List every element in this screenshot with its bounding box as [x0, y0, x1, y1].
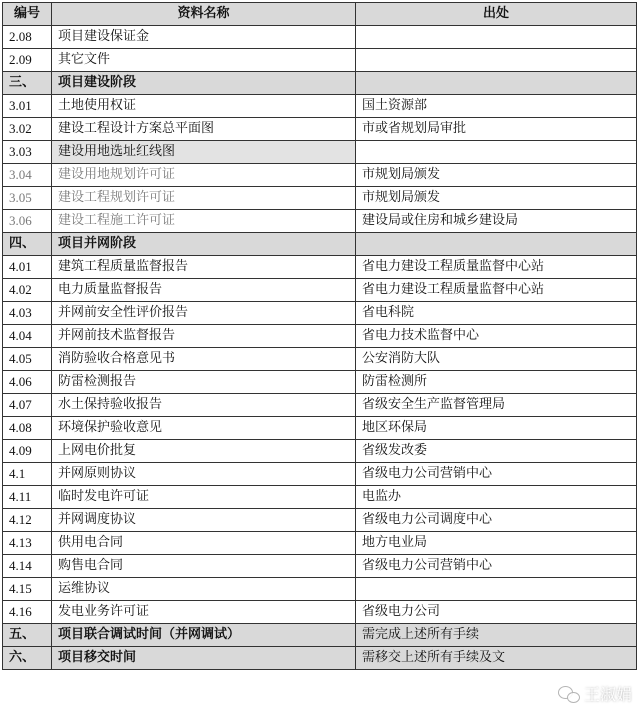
row-source: 省电力技术监督中心 — [356, 325, 637, 348]
table-row — [3, 417, 637, 440]
row-source: 省级发改委 — [356, 440, 637, 463]
watermark — [558, 682, 632, 705]
table-row — [3, 49, 637, 72]
row-source: 地区环保局 — [356, 417, 637, 440]
row-source: 省电力建设工程质量监督中心站 — [356, 256, 637, 279]
table-header-row — [3, 3, 637, 26]
row-document-name: 临时发电许可证 — [52, 486, 356, 509]
header-number: 编号 — [3, 3, 52, 26]
row-document-name: 上网电价批复 — [52, 440, 356, 463]
row-number: 4.16 — [3, 601, 52, 624]
row-source: 省电科院 — [356, 302, 637, 325]
row-document-name: 项目建设保证金 — [52, 26, 356, 49]
section-row — [3, 647, 637, 670]
header-document-name: 资料名称 — [52, 3, 356, 26]
row-source: 省级电力公司营销中心 — [356, 463, 637, 486]
row-document-name: 其它文件 — [52, 49, 356, 72]
table-row — [3, 95, 637, 118]
row-source: 市规划局颁发 — [356, 164, 637, 187]
row-number: 4.15 — [3, 578, 52, 601]
row-source: 国土资源部 — [356, 95, 637, 118]
table-row — [3, 325, 637, 348]
table-row — [3, 486, 637, 509]
row-document-name: 并网原则协议 — [52, 463, 356, 486]
row-source: 需完成上述所有手续 — [356, 624, 637, 647]
row-number: 4.13 — [3, 532, 52, 555]
section-row — [3, 233, 637, 256]
row-source: 公安消防大队 — [356, 348, 637, 371]
row-document-name: 项目移交时间 — [52, 647, 356, 670]
row-number: 3.06 — [3, 210, 52, 233]
row-document-name: 项目联合调试时间（并网调试） — [52, 624, 356, 647]
row-number: 三、 — [3, 72, 52, 95]
row-document-name: 建设工程规划许可证 — [52, 187, 356, 210]
row-number: 4.12 — [3, 509, 52, 532]
row-source — [356, 578, 637, 601]
row-source: 省级电力公司 — [356, 601, 637, 624]
row-document-name: 环境保护验收意见 — [52, 417, 356, 440]
table-row — [3, 118, 637, 141]
table-row — [3, 394, 637, 417]
table-row — [3, 555, 637, 578]
row-source — [356, 141, 637, 164]
row-document-name: 水土保持验收报告 — [52, 394, 356, 417]
row-number: 4.09 — [3, 440, 52, 463]
row-document-name: 防雷检测报告 — [52, 371, 356, 394]
row-document-name: 项目并网阶段 — [52, 233, 356, 256]
row-document-name: 消防验收合格意见书 — [52, 348, 356, 371]
row-source — [356, 233, 637, 256]
table-row — [3, 348, 637, 371]
row-source: 市或省规划局审批 — [356, 118, 637, 141]
table-row — [3, 371, 637, 394]
row-number: 4.1 — [3, 463, 52, 486]
row-number: 4.14 — [3, 555, 52, 578]
row-number: 2.09 — [3, 49, 52, 72]
table-row — [3, 279, 637, 302]
table-row — [3, 141, 637, 164]
table-row — [3, 187, 637, 210]
row-source: 省级电力公司调度中心 — [356, 509, 637, 532]
row-number: 4.03 — [3, 302, 52, 325]
row-source — [356, 49, 637, 72]
row-document-name: 建设工程设计方案总平面图 — [52, 118, 356, 141]
row-document-name: 建设工程施工许可证 — [52, 210, 356, 233]
table-row — [3, 578, 637, 601]
table-row — [3, 440, 637, 463]
row-source: 省级安全生产监督管理局 — [356, 394, 637, 417]
row-document-name: 发电业务许可证 — [52, 601, 356, 624]
row-source: 防雷检测所 — [356, 371, 637, 394]
row-number: 2.08 — [3, 26, 52, 49]
row-number: 3.05 — [3, 187, 52, 210]
row-source: 建设局或住房和城乡建设局 — [356, 210, 637, 233]
table-row — [3, 302, 637, 325]
row-source — [356, 26, 637, 49]
row-document-name: 建设用地规划许可证 — [52, 164, 356, 187]
row-number: 4.07 — [3, 394, 52, 417]
row-document-name: 电力质量监督报告 — [52, 279, 356, 302]
table-row — [3, 164, 637, 187]
row-source: 省电力建设工程质量监督中心站 — [356, 279, 637, 302]
row-number: 4.04 — [3, 325, 52, 348]
table-row — [3, 256, 637, 279]
watermark-text: 王淑娟 — [583, 685, 632, 704]
row-source: 省级电力公司营销中心 — [356, 555, 637, 578]
header-source: 出处 — [356, 3, 637, 26]
row-number: 3.02 — [3, 118, 52, 141]
row-number: 4.05 — [3, 348, 52, 371]
table-row — [3, 26, 637, 49]
row-document-name: 项目建设阶段 — [52, 72, 356, 95]
section-row — [3, 624, 637, 647]
wechat-icon — [558, 685, 580, 703]
row-source: 地方电业局 — [356, 532, 637, 555]
row-document-name: 运维协议 — [52, 578, 356, 601]
row-number: 六、 — [3, 647, 52, 670]
row-number: 4.08 — [3, 417, 52, 440]
row-document-name: 并网前安全性评价报告 — [52, 302, 356, 325]
row-source: 电监办 — [356, 486, 637, 509]
row-number: 3.04 — [3, 164, 52, 187]
document-table — [2, 2, 637, 670]
row-number: 3.01 — [3, 95, 52, 118]
row-source — [356, 72, 637, 95]
section-row — [3, 72, 637, 95]
table-row — [3, 463, 637, 486]
row-document-name: 并网前技术监督报告 — [52, 325, 356, 348]
row-document-name: 供用电合同 — [52, 532, 356, 555]
row-document-name: 土地使用权证 — [52, 95, 356, 118]
row-number: 四、 — [3, 233, 52, 256]
row-document-name: 购售电合同 — [52, 555, 356, 578]
row-document-name: 并网调度协议 — [52, 509, 356, 532]
row-document-name: 建筑工程质量监督报告 — [52, 256, 356, 279]
row-number: 4.02 — [3, 279, 52, 302]
row-number: 五、 — [3, 624, 52, 647]
row-number: 4.06 — [3, 371, 52, 394]
table-row — [3, 532, 637, 555]
row-number: 3.03 — [3, 141, 52, 164]
row-source: 需移交上述所有手续及文 — [356, 647, 637, 670]
row-number: 4.11 — [3, 486, 52, 509]
row-document-name: 建设用地选址红线图 — [52, 141, 356, 164]
table-row — [3, 601, 637, 624]
table-row — [3, 210, 637, 233]
row-number: 4.01 — [3, 256, 52, 279]
table-row — [3, 509, 637, 532]
row-source: 市规划局颁发 — [356, 187, 637, 210]
